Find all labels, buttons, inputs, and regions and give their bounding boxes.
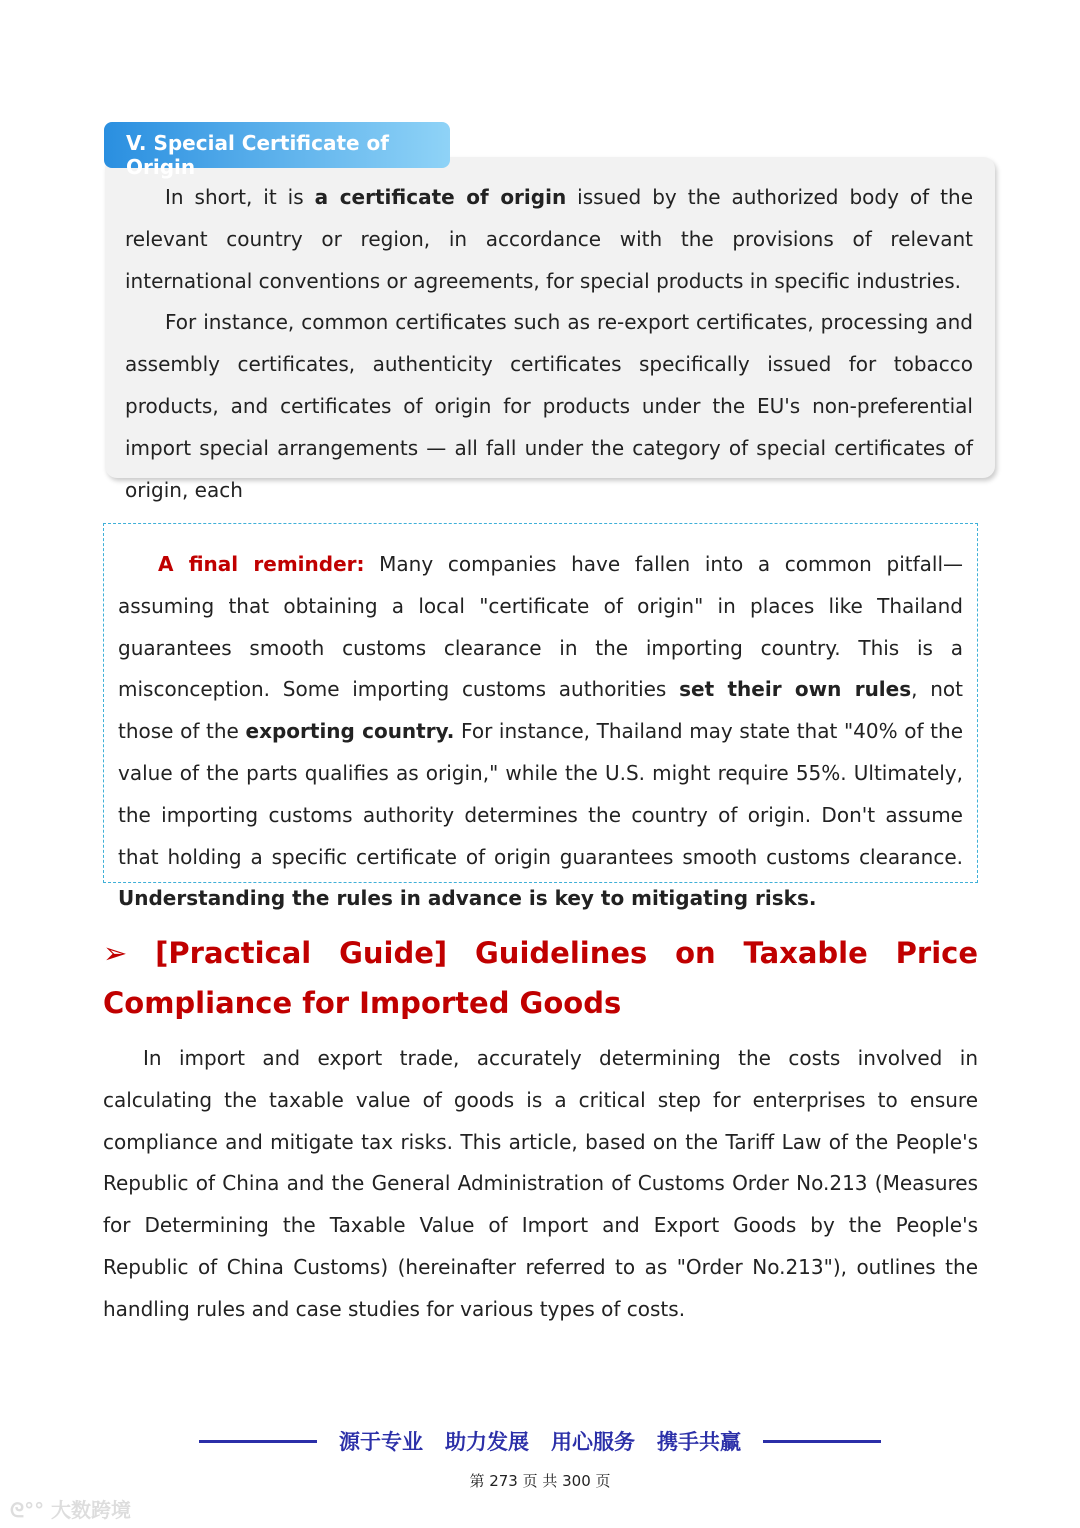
bold-text: exporting country.	[245, 719, 455, 744]
bold-text: set their own rules	[679, 677, 912, 702]
logo-icon: ᘓ°°	[10, 1498, 52, 1522]
arrow-bullet-icon: ➢	[103, 936, 156, 970]
reminder-label: A final reminder:	[158, 552, 365, 576]
examples-paragraph: For instance, common certificates such as re-export certificates, processing and assembly certificates, authenticity certificates specifically issued for tobacco products, and certificates of origin for products under the EU's non-preferential import special arrangements — all fall under the category of special certificates of origin, each	[125, 310, 973, 502]
slogan-item: 源于专业	[339, 1430, 423, 1454]
definition-paragraph	[125, 177, 973, 302]
divider	[763, 1440, 881, 1443]
text: Many companies have fallen into a common pitfall—assuming that obtaining a local "certificate of origin" in places like Thailand guarantees smooth customs clearance in the importing country. This is a misconception. Some importing customs authorities	[118, 552, 964, 702]
text: For instance, Thailand may state that "40% of the value of the parts qualifies as origin," while the U.S. might require 55%. Ultimately, the importing customs authority determines the country of origin. Don't assume that holding a specific certificate of origin guarantees smooth customs clearance.	[118, 719, 963, 869]
slogan-item: 助力发展	[445, 1430, 529, 1454]
section-tag: V. Special Certificate of Origin	[104, 122, 450, 168]
brand-logo	[10, 1494, 131, 1523]
bold-text: a certificate of origin	[314, 185, 567, 209]
heading-text: [Practical Guide] Guidelines on Taxable Price Compliance for Imported Goods	[103, 936, 978, 1020]
bold-text: Understanding the rules in advance is key to mitigating risks.	[118, 886, 817, 911]
slogan-item: 用心服务	[551, 1430, 635, 1454]
reminder-box	[103, 523, 978, 911]
slogan-item: 携手共赢	[657, 1430, 741, 1454]
page-number: 第 273 页 共 300 页	[469, 1472, 611, 1490]
section-heading	[103, 928, 978, 1028]
text: In short, it is	[165, 185, 315, 209]
logo-text: 大数跨境	[51, 1498, 132, 1522]
footer-slogan	[0, 1426, 1080, 1456]
text: issued by the authorized body of the relevant country or region, in accordance with the provisions of relevant international conventions or agreements, for special products in specific industries.	[125, 185, 973, 293]
reminder-paragraph	[118, 544, 963, 920]
divider	[199, 1440, 317, 1443]
text: , not those of the	[118, 677, 963, 744]
intro-paragraph: In import and export trade, accurately determining the costs involved in calculating the taxable value of goods is a critical step for enterprises to ensure compliance and mitigate tax risks. This article, based on the Tariff Law of the People's Republic of China and the General Administration of Customs Order No.213 (Measures for Determining the Taxable Value of Import and Export Goods by the People's Republic of China Customs) (hereinafter referred to as "Order No.213"), outlines the handling rules and case studies for various types of costs.	[103, 1046, 978, 1321]
definition-box	[105, 157, 995, 502]
